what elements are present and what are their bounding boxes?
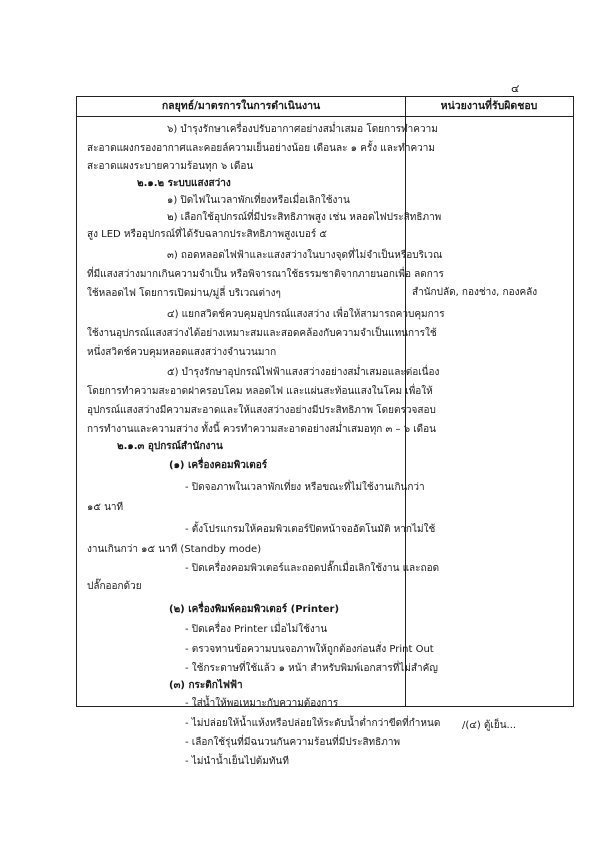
header-responsible-unit: หน่วยงานที่รับผิดชอบ [440,100,538,112]
body-line: ที่มีแสงสว่างมากเกินความจำเป็น หรือพิจารณาใช้ธรรมชาติจากภายนอกเพื่อ ลดการ [87,269,444,280]
body-line: - ตั้งโปรแกรมให้คอมพิวเตอร์ปิดหน้าจออัตโนมัติ หากไม่ใช้ [185,524,436,535]
body-line: - ตรวจทานข้อความบนจอภาพให้ถูกต้องก่อนสั่ง Print Out [185,644,434,655]
body-line: ๖) บำรุงรักษาเครื่องปรับอากาศอย่างสม่ำเสมอ โดยการทำความ [167,124,438,135]
body-line: ๕) บำรุงรักษาอุปกรณ์ไฟฟ้าแสงสว่างอย่างสม่ำเสมอและต่อเนื่อง [167,367,440,378]
responsible-units: สำนักปลัด, กองช่าง, กองคลัง [412,287,538,298]
section-heading: ๒.๑.๓ อุปกรณ์สำนักงาน [117,441,223,452]
body-line: - เลือกใช้รุ่นที่มีฉนวนกันความร้อนที่มีประสิทธิภาพ [185,737,401,748]
continuation-note: /(๔) ตู้เย็น... [462,720,517,731]
body-line: - ปิดจอภาพในเวลาพักเที่ยง หรือขณะที่ไม่ใช้งานเกินกว่า [185,482,425,493]
table-header [77,97,573,117]
body-line: อุปกรณ์แสงสว่างมีความสะอาดและให้แสงสว่างอย่างมีประสิทธิภาพ โดยตรวจสอบ [87,405,436,416]
page-number: ๔ [511,82,520,95]
body-line: - ใช้กระดาษที่ใช้แล้ว ๑ หน้า สำหรับพิมพ์เอกสารที่ไม่สำคัญ [185,663,438,674]
body-line: - ปิดเครื่อง Printer เมื่อไม่ใช้งาน [185,624,328,635]
body-line: ๒) เลือกใช้อุปกรณ์ที่มีประสิทธิภาพสูง เช่น หลอดไฟประสิทธิภาพ [167,212,442,223]
body-line: - ใส่น้ำให้พอเหมาะกับความต้องการ [185,698,339,709]
section-heading: ๒.๑.๒ ระบบแสงสว่าง [137,178,231,189]
body-line: งานเกินกว่า ๑๕ นาที (Standby mode) [87,544,262,555]
subsection-heading: (๒) เครื่องพิมพ์คอมพิวเตอร์ (Printer) [169,604,340,615]
body-line: ๑) ปิดไฟในเวลาพักเที่ยงหรือเมื่อเลิกใช้งาน [167,195,350,206]
body-line: ๑๕ นาที [87,502,124,513]
body-line: ใช้หลอดไฟ โดยการเปิดม่าน/มู่ลี่ บริเวณต่างๆ [87,288,281,299]
body-line: สะอาดแผงระบายความร้อนทุก ๖ เดือน [87,161,254,172]
header-strategy: กลยุทธ์/มาตรการในการดำเนินงาน [161,100,321,112]
body-line: - ปิดเครื่องคอมพิวเตอร์และถอดปลั๊กเมื่อเลิกใช้งาน และถอด [185,563,440,574]
body-line: - ไม่นำน้ำเย็นไปต้มทันที [185,756,289,767]
body-line: ปลั๊กออกด้วย [87,581,142,592]
body-line: - ไม่ปล่อยให้น้ำแห้งหรือปล่อยให้ระดับน้ำต่ำกว่าขีดที่กำหนด [185,718,441,729]
body-line: ๓) ถอดหลอดไฟฟ้าและแสงสว่างในบางจุดที่ไม่จำเป็นหรือบริเวณ [167,250,443,261]
body-line: ใช้งานอุปกรณ์แสงสว่างได้อย่างเหมาะสมและสอดคล้องกับความจำเป็นแทนการใช้ [87,328,437,339]
column-divider [405,97,406,706]
subsection-heading: (๑) เครื่องคอมพิวเตอร์ [169,460,268,471]
body-line: สะอาดแผงกรองอากาศและคอยล์ความเย็นอย่างน้อย เดือนละ ๑ ครั้ง และทำความ [87,143,435,154]
subsection-heading: (๓) กระติกไฟฟ้า [169,680,243,691]
body-line: ๔) แยกสวิตช์ควบคุมอุปกรณ์แสงสว่าง เพื่อให้สามารถควบคุมการ [167,309,445,320]
body-line: หนึ่งสวิตช์ควบคุมหลอดแสงสว่างจำนวนมาก [87,347,277,358]
body-line: โดยการทำความสะอาดฝาครอบโคม หลอดไฟ และแผ่นสะท้อนแสงในโคม เพื่อให้ [87,386,433,397]
body-line: สูง LED หรืออุปกรณ์ที่ได้รับฉลากประสิทธิภาพสูงเบอร์ ๕ [87,229,327,240]
body-line: การทำงานและความสว่าง ทั้งนี้ ควรทำความสะอาดอย่างสม่ำเสมอทุก ๓ – ๖ เดือน [87,424,436,435]
